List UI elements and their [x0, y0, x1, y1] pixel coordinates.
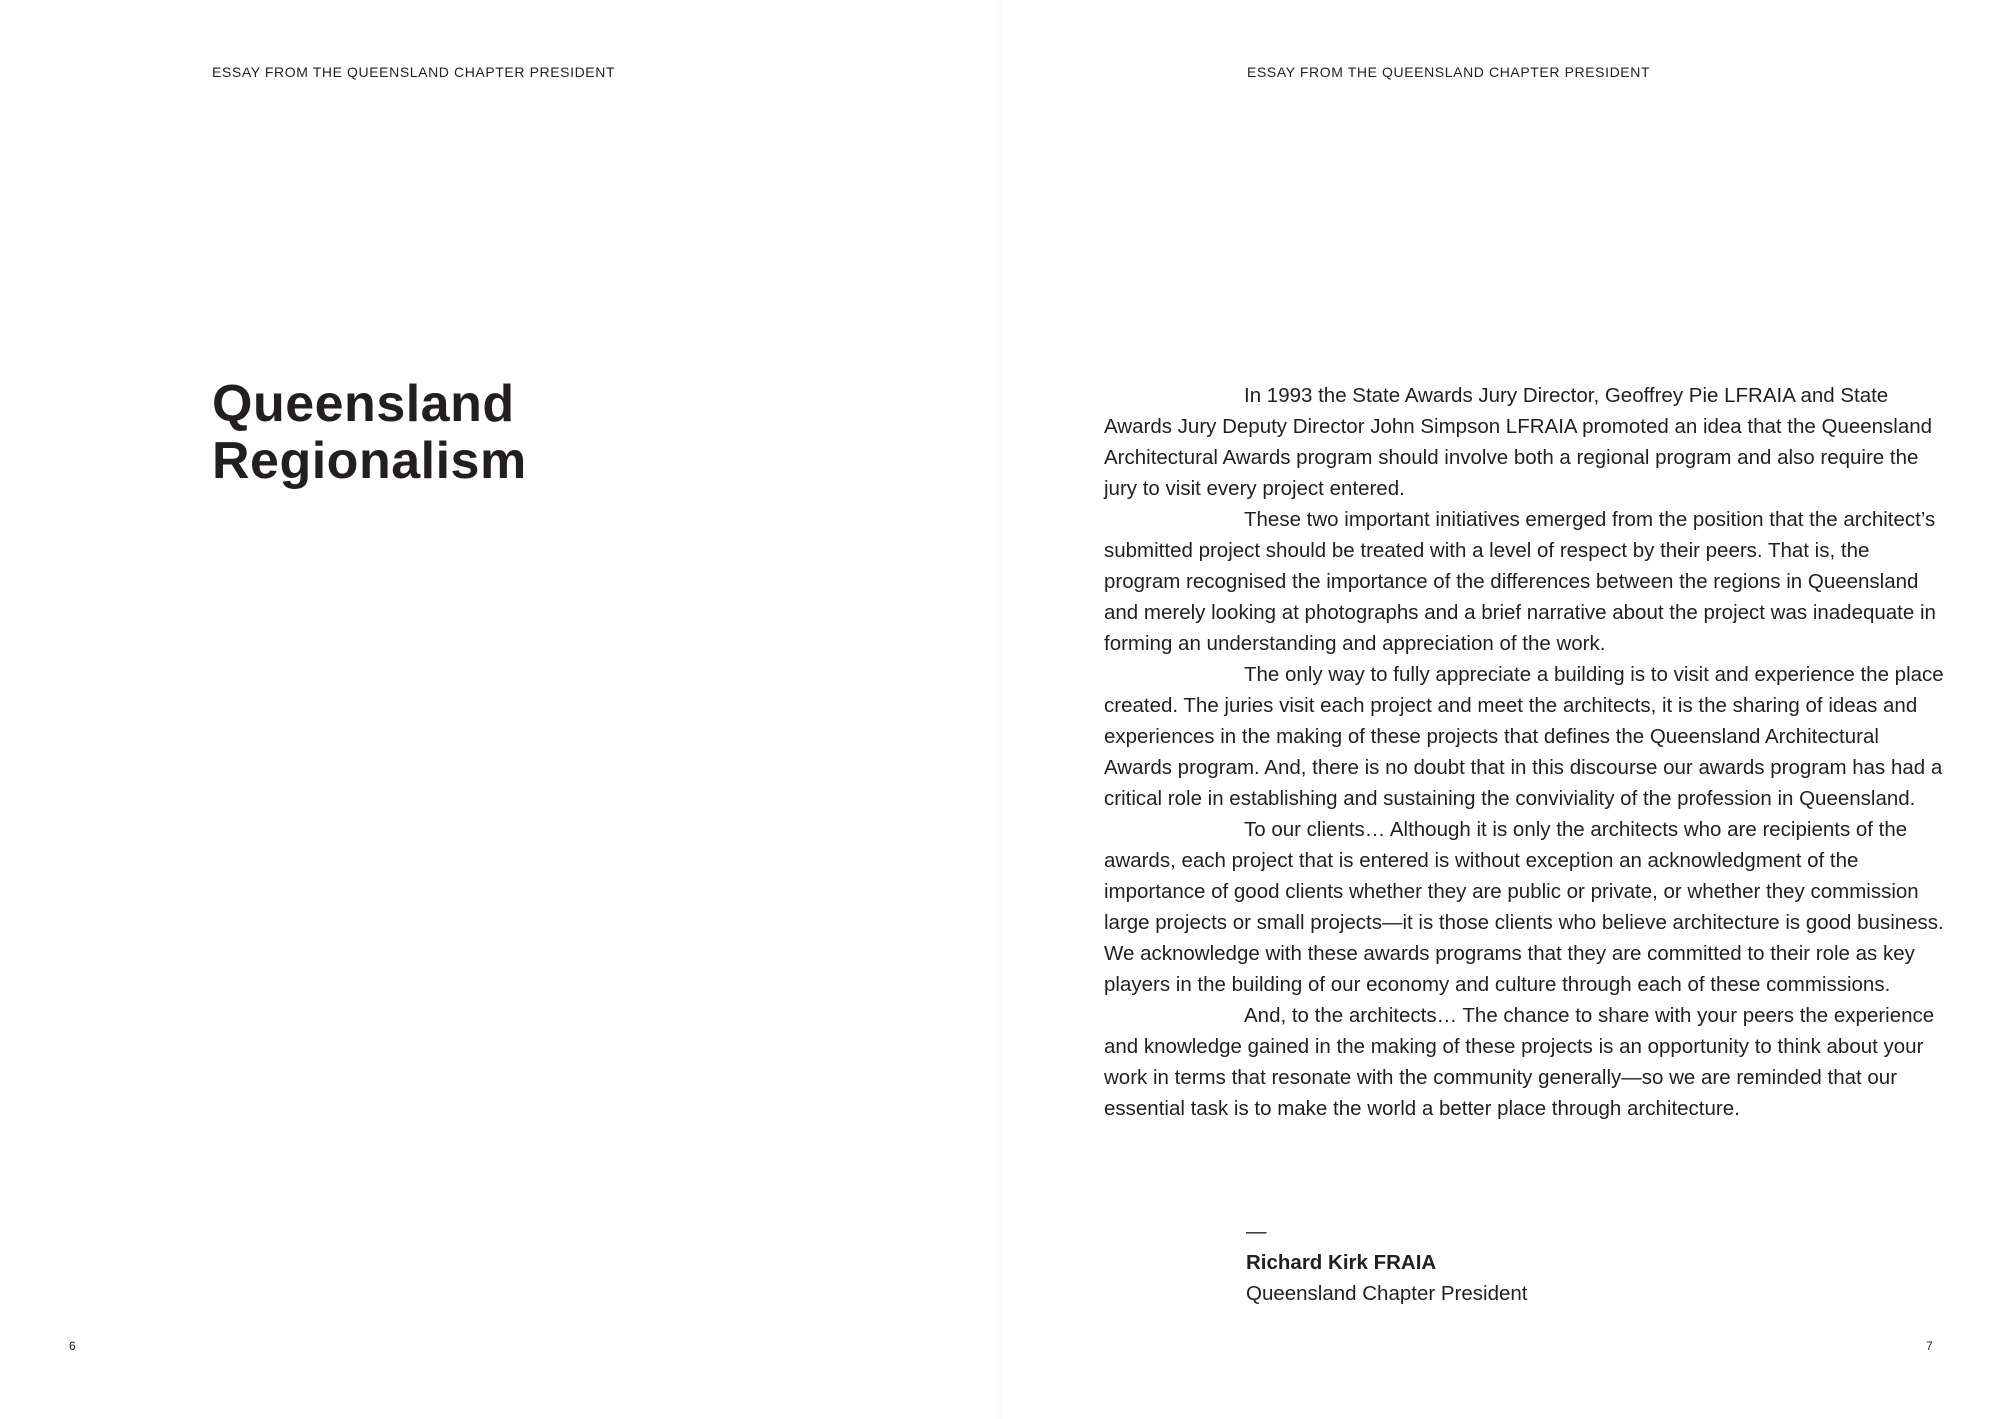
essay-title — [212, 376, 527, 490]
essay-paragraph: And, to the architects… The chance to share with your peers the experience and knowledge gained in the making of these projects is an opportunity to think about your work in terms that resonate with the community generally—so we are reminded that our essential task is to make the world a better place through architecture. — [1104, 1004, 1935, 1120]
essay-paragraph: In 1993 the State Awards Jury Director, Geoffrey Pie LFRAIA and State Awards Jury Deputy Director John Simpson LFRAIA promoted an idea that the Queensland Architectural Awards program should involve both a regional program and also require the jury to visit every project entered. — [1104, 384, 1933, 500]
signature-block — [1246, 1216, 1528, 1309]
signature-dash: — — [1246, 1220, 1267, 1243]
page-number: 6 — [69, 1339, 76, 1353]
title-line-2: Regionalism — [212, 432, 527, 490]
author-role: Queensland Chapter President — [1246, 1282, 1528, 1305]
running-head: ESSAY FROM THE QUEENSLAND CHAPTER PRESIDENT — [212, 64, 616, 80]
essay-paragraph: To our clients… Although it is only the architects who are recipients of the awards, each project that is entered is without exception an acknowledgment of the importance of good clients whether they are public or private, or whether they commission large projects or small projects—it is those clients who believe architecture is good business. We acknowledge with these awards programs that they are committed to their role as key players in the building of our economy and culture through each of these commissions. — [1104, 818, 1944, 996]
page-number: 7 — [1926, 1339, 1933, 1353]
essay-body — [1104, 380, 1944, 1124]
running-head: ESSAY FROM THE QUEENSLAND CHAPTER PRESIDENT — [1247, 64, 1651, 80]
author-name: Richard Kirk FRAIA — [1246, 1251, 1437, 1274]
title-line-1: Queensland — [212, 375, 515, 433]
essay-paragraph: The only way to fully appreciate a building is to visit and experience the place created. The juries visit each project and meet the architects, it is the sharing of ideas and experiences in the making of these projects that defines the Queensland Architectural Awards program. And, there is no doubt that in this discourse our awards program has had a critical role in establishing and sustaining the conviviality of the profession in Queensland. — [1104, 663, 1944, 810]
right-page — [1002, 0, 2000, 1419]
essay-paragraph: These two important initiatives emerged from the position that the architect’s submitted project should be treated with a level of respect by their peers. That is, the program recognised the importance of the differences between the regions in Queensland and merely looking at photographs and a brief narrative about the project was inadequate in forming an understanding and appreciation of the work. — [1104, 508, 1936, 655]
